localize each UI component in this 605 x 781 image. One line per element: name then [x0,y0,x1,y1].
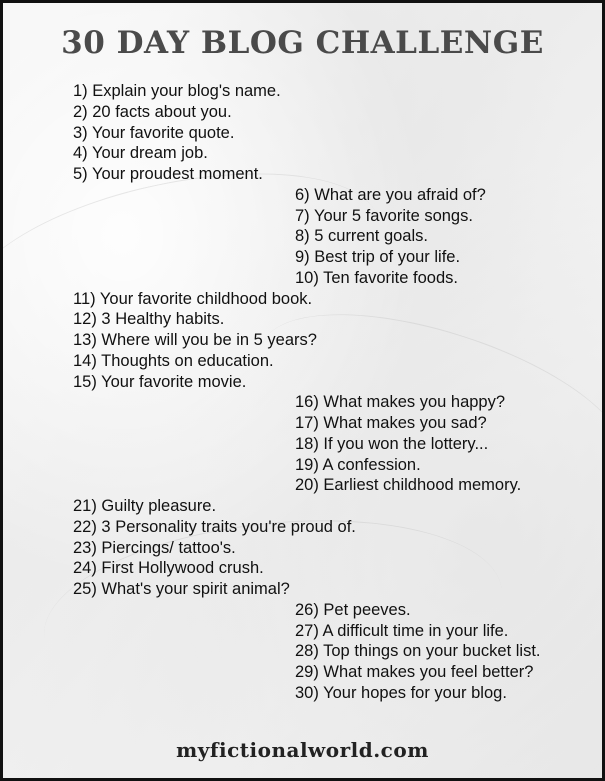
site-url: myfictionalworld.com [176,738,429,762]
list-item: 5) Your proudest moment. [73,165,263,183]
list-item: 23) Piercings/ tattoo's. [73,538,236,557]
list-item: 21) Guilty pleasure. [73,497,217,515]
list-item: 22) 3 Personality traits you're proud of. [73,517,356,536]
list-item: 18) If you won the lottery... [295,434,489,453]
list-item: 2) 20 facts about you. [73,102,232,121]
list-item: 19) A confession. [295,455,421,474]
list-item: 25) What's your spirit animal? [73,580,290,598]
list-item: 9) Best trip of your life. [295,248,461,266]
list-item: 13) Where will you be in 5 years? [73,331,317,349]
list-item: 16) What makes you happy? [295,393,506,412]
list-item: 29) What makes you feel better? [295,663,534,681]
list-item: 1) Explain your blog's name. [73,82,281,100]
list-item: 10) Ten favorite foods. [295,268,458,287]
page-title: 30 DAY BLOG CHALLENGE [61,25,544,61]
list-item: 3) Your favorite quote. [73,123,235,142]
list-item: 12) 3 Healthy habits. [73,310,225,329]
list-item: 26) Pet peeves. [295,600,411,619]
list-item: 15) Your favorite movie. [73,372,247,391]
list-item: 14) Thoughts on education. [73,351,274,370]
list-item: 4) Your dream job. [73,144,208,163]
list-item: 28) Top things on your bucket list. [295,642,541,661]
list-item: 27) A difficult time in your life. [295,621,509,640]
list-item: 11) Your favorite childhood book. [73,289,313,308]
list-item: 6) What are you afraid of? [295,185,486,204]
list-item: 17) What makes you sad? [295,414,487,432]
list-item: 7) Your 5 favorite songs. [295,206,473,225]
list-item: 30) Your hopes for your blog. [295,683,507,702]
list-item: 8) 5 current goals. [295,227,428,246]
list-item: 24) First Hollywood crush. [73,559,264,578]
list-item: 20) Earliest childhood memory. [295,476,522,495]
